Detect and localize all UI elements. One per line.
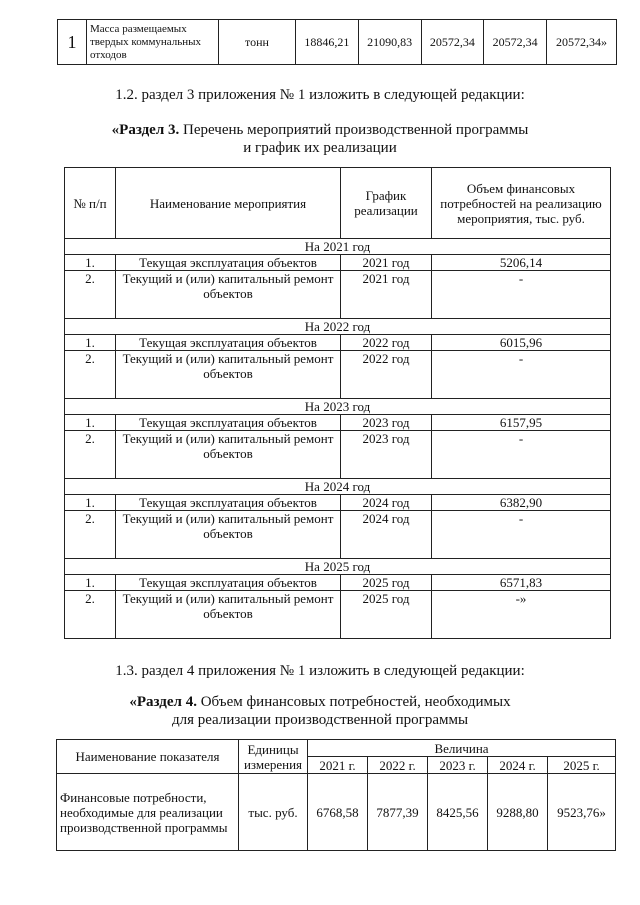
value-cell: 8425,56 (428, 774, 488, 851)
row-number: 1 (58, 20, 87, 65)
value-cell: 20572,34» (547, 20, 617, 65)
value-cell: 7877,39 (368, 774, 428, 851)
unit-cell: тонн (219, 20, 296, 65)
year-header: 2024 г. (488, 757, 548, 774)
section4-table (56, 739, 616, 851)
section4-title (0, 693, 640, 711)
table-row: 2. Текущий и (или) капитальный ремонт объектов 2021 год - (65, 271, 611, 319)
value-cell: 20572,34 (484, 20, 547, 65)
header-name: Наименование мероприятия (116, 168, 341, 239)
section3-table (64, 167, 611, 639)
value-cell: 9523,76» (548, 774, 616, 851)
year-header: 2023 г. (428, 757, 488, 774)
table-row: 2. Текущий и (или) капитальный ремонт объектов 2022 год - (65, 351, 611, 399)
top-table (57, 19, 617, 65)
header-num: № п/п (65, 168, 116, 239)
indicator-name: Масса размещаемых твердых коммунальных отходов (87, 20, 219, 65)
section3-title (0, 121, 640, 139)
year-header: 2022 г. (368, 757, 428, 774)
table-row: 1. Текущая эксплуатация объектов 2024 год 6382,90 (65, 495, 611, 511)
value-cell: 20572,34 (421, 20, 484, 65)
value-cell: 6768,58 (308, 774, 368, 851)
value-cell: 18846,21 (296, 20, 359, 65)
table-row (58, 20, 617, 65)
year-header: 2025 г. (548, 757, 616, 774)
year-header: 2021 г. (308, 757, 368, 774)
section3-title-bold: «Раздел 3. (111, 122, 180, 138)
year-row: На 2021 год (65, 239, 611, 255)
table-row: 2. Текущий и (или) капитальный ремонт объектов 2024 год - (65, 511, 611, 559)
table-row: 1. Текущая эксплуатация объектов 2025 год 6571,83 (65, 575, 611, 591)
table-header-row (65, 168, 611, 239)
header-indicator: Наименование показателя (57, 740, 239, 774)
section4-title-bold: «Раздел 4. (129, 694, 197, 710)
year-row: На 2024 год (65, 479, 611, 495)
table-row: 1. Текущая эксплуатация объектов 2023 год 6157,95 (65, 415, 611, 431)
year-row: На 2022 год (65, 319, 611, 335)
paragraph-1-2: 1.2. раздел 3 приложения № 1 изложить в следующей редакции: (115, 87, 525, 103)
section3-title-line2: и график их реализации (243, 140, 397, 156)
section4-title-rest: Объем финансовых потребностей, необходимых (196, 694, 511, 710)
year-row: На 2023 год (65, 399, 611, 415)
table-row: 2. Текущий и (или) капитальный ремонт объектов 2023 год - (65, 431, 611, 479)
header-units: Единицы измерения (239, 740, 308, 774)
header-schedule: График реализации (341, 168, 432, 239)
table-row: 2. Текущий и (или) капитальный ремонт объектов 2025 год -» (65, 591, 611, 639)
header-amount: Объем финансовых потребностей на реализацию мероприятия, тыс. руб. (432, 168, 611, 239)
paragraph-1-3: 1.3. раздел 4 приложения № 1 изложить в следующей редакции: (115, 663, 525, 679)
section4-title-line2: для реализации производственной программы (171, 712, 469, 728)
value-cell: 21090,83 (358, 20, 421, 65)
table-header-row (57, 740, 616, 757)
table-row: 1. Текущая эксплуатация объектов 2022 год 6015,96 (65, 335, 611, 351)
table-row (57, 774, 616, 851)
header-value: Величина (308, 740, 616, 757)
year-row: На 2025 год (65, 559, 611, 575)
unit-cell: тыс. руб. (239, 774, 308, 851)
value-cell: 9288,80 (488, 774, 548, 851)
table-row: 1. Текущая эксплуатация объектов 2021 год 5206,14 (65, 255, 611, 271)
indicator-name: Финансовые потребности, необходимые для реализации производственной программы (57, 774, 239, 851)
section3-title-rest: Перечень мероприятий производственной программы (179, 122, 529, 138)
